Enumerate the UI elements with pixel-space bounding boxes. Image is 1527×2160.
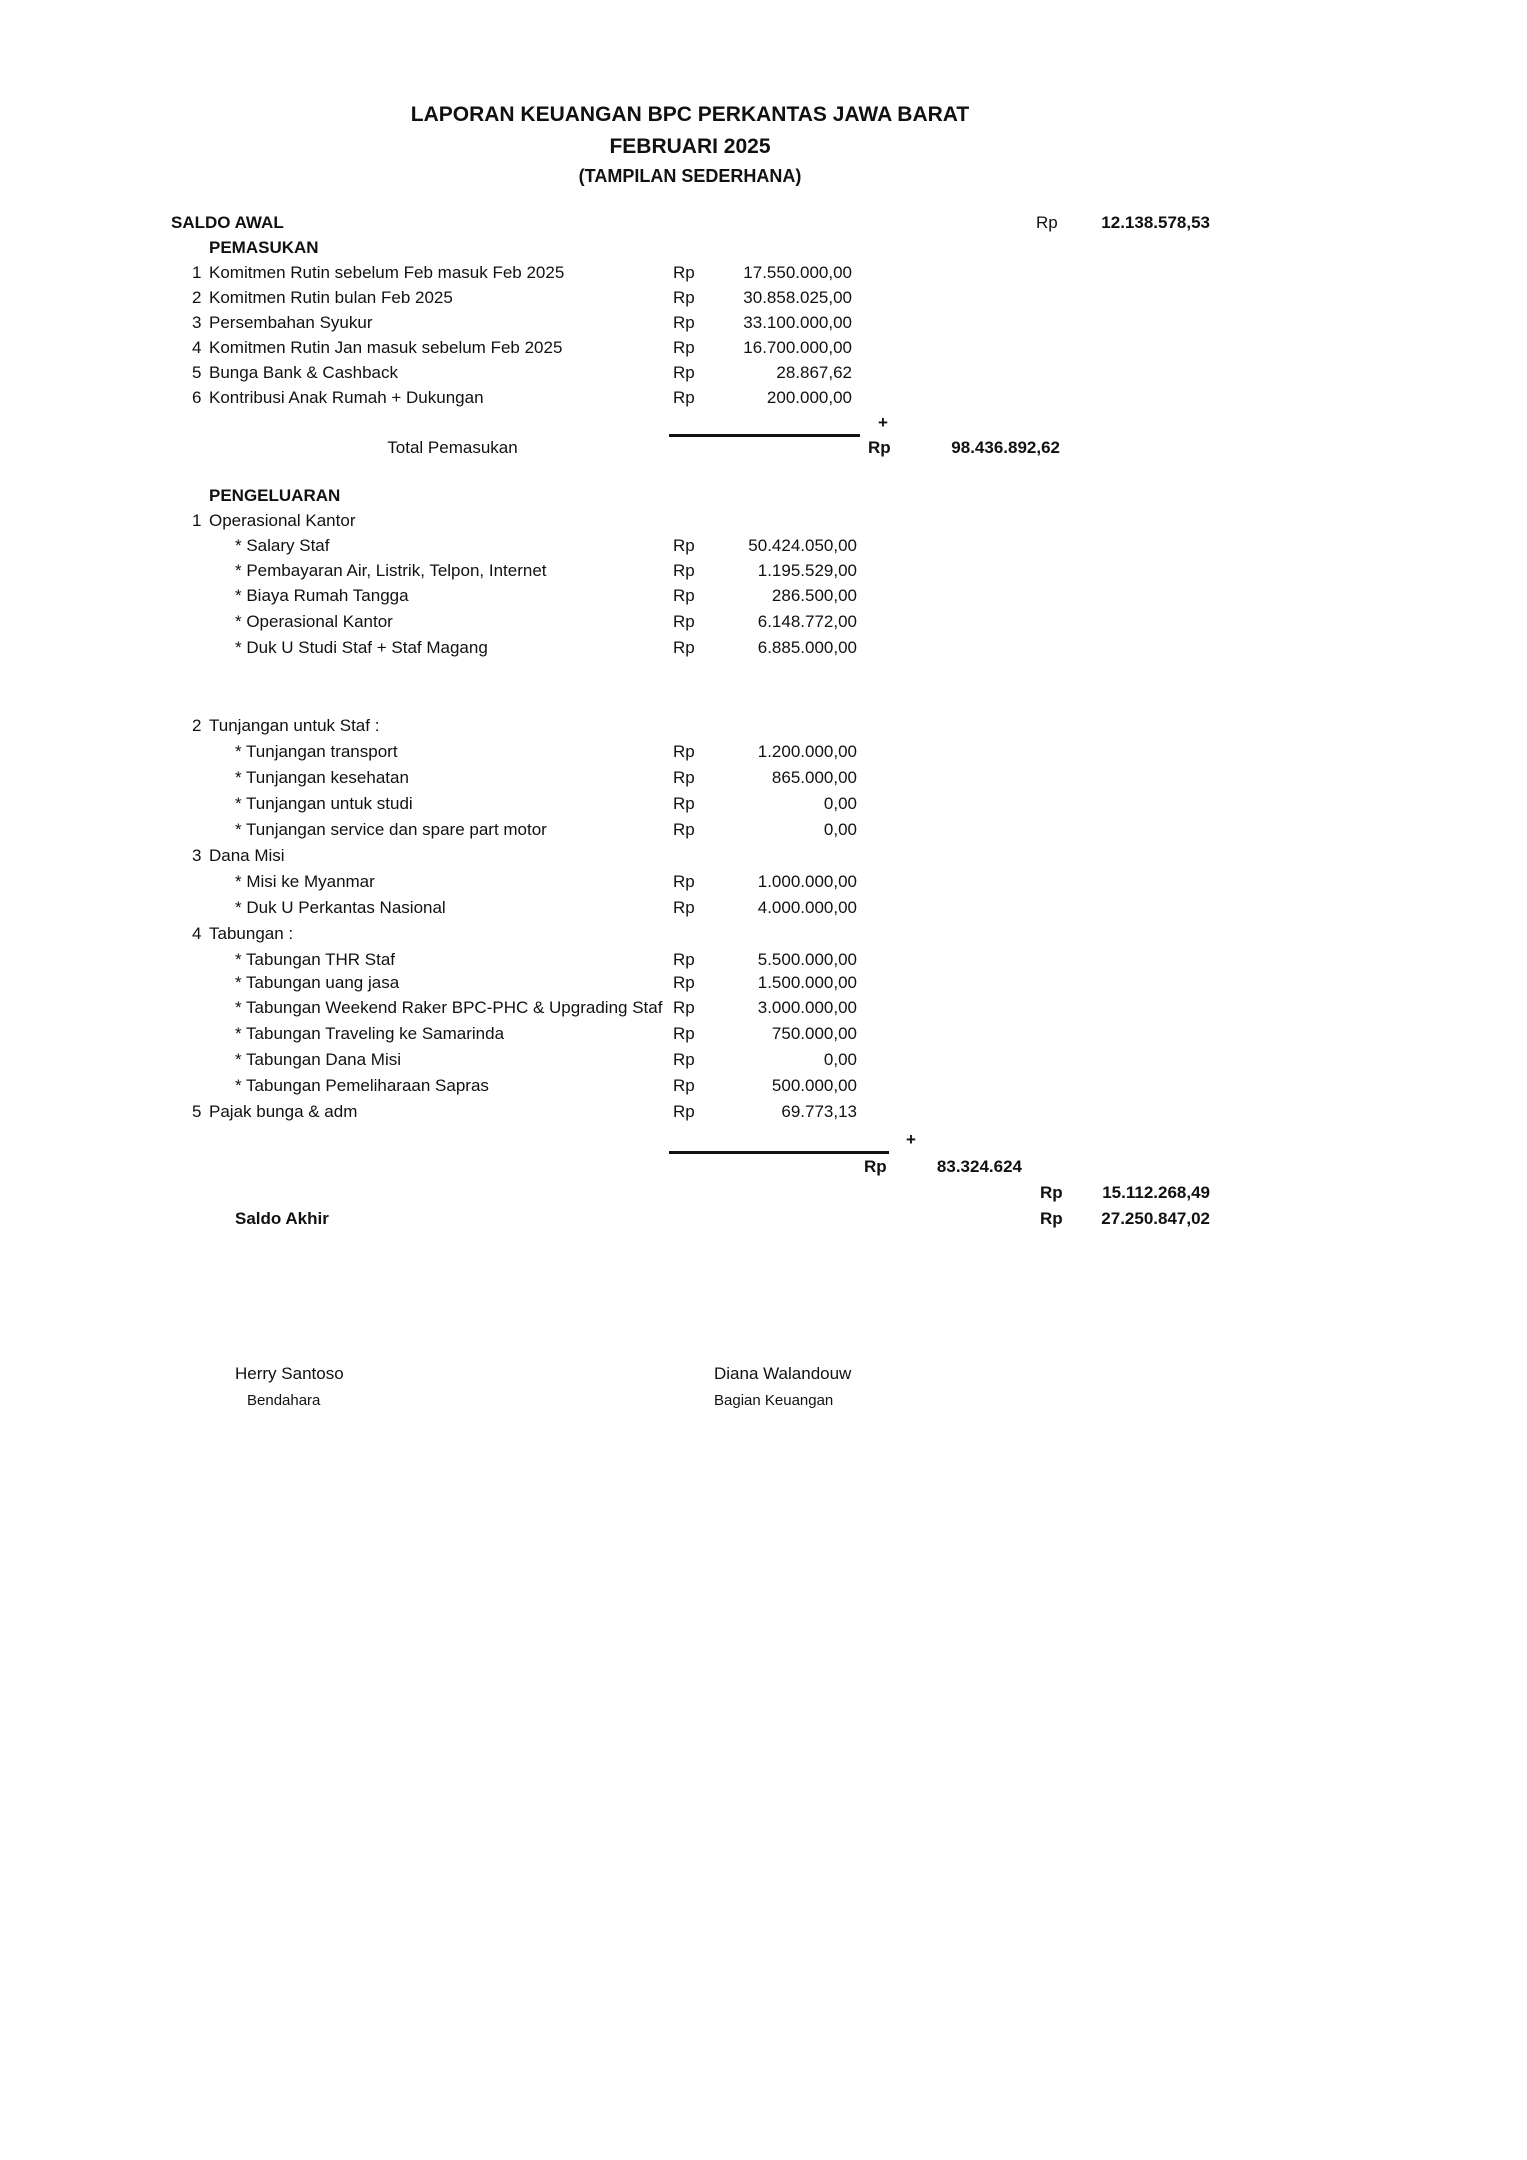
item-label: Komitmen Rutin bulan Feb 2025 <box>209 288 453 307</box>
item-currency: Rp <box>673 950 695 969</box>
item-label: * Tabungan Traveling ke Samarinda <box>235 1024 505 1043</box>
plus-sign: + <box>878 413 888 432</box>
pemasukan-heading: PEMASUKAN <box>209 238 319 257</box>
item-amount: 4.000.000,00 <box>757 898 857 917</box>
item-amount: 30.858.025,00 <box>743 288 852 307</box>
saldo-akhir-label: Saldo Akhir <box>235 1209 329 1228</box>
total-pengeluaran-amount: 83.324.624 <box>936 1157 1022 1176</box>
item-label: * Misi ke Myanmar <box>235 872 375 891</box>
item-number: 2 <box>192 288 202 307</box>
item-currency: Rp <box>673 794 695 813</box>
saldo-awal-currency: Rp <box>1036 213 1058 232</box>
pengeluaran-heading: PENGELUARAN <box>209 486 341 505</box>
group-label: Pajak bunga & adm <box>209 1102 358 1121</box>
item-currency: Rp <box>673 288 695 307</box>
group-label: Tunjangan untuk Staf : <box>209 716 380 735</box>
item-label: Komitmen Rutin Jan masuk sebelum Feb 2025 <box>209 338 563 357</box>
plus-sign: + <box>906 1130 916 1149</box>
item-label: Komitmen Rutin sebelum Feb masuk Feb 2025 <box>209 263 565 282</box>
group-number: 5 <box>192 1102 202 1121</box>
group-number: 4 <box>192 924 202 943</box>
report-subtitle: (TAMPILAN SEDERHANA) <box>578 166 802 186</box>
group-number: 3 <box>192 846 202 865</box>
item-amount: 69.773,13 <box>781 1102 857 1121</box>
item-label: * Tunjangan service dan spare part motor <box>235 820 547 839</box>
report-period: FEBRUARI 2025 <box>609 135 771 158</box>
item-currency: Rp <box>673 263 695 282</box>
item-amount: 50.424.050,00 <box>748 536 857 555</box>
total-pemasukan-label: Total Pemasukan <box>387 438 518 457</box>
sum-underline <box>669 1151 889 1154</box>
group-label: Operasional Kantor <box>209 511 356 530</box>
item-label: * Biaya Rumah Tangga <box>235 586 409 605</box>
item-amount: 1.000.000,00 <box>757 872 857 891</box>
item-number: 5 <box>192 363 202 382</box>
item-currency: Rp <box>673 1102 695 1121</box>
item-currency: Rp <box>673 363 695 382</box>
item-amount: 5.500.000,00 <box>757 950 857 969</box>
item-currency: Rp <box>673 898 695 917</box>
item-amount: 0,00 <box>823 794 857 813</box>
group-number: 1 <box>192 511 202 530</box>
item-label: Persembahan Syukur <box>209 313 373 332</box>
item-number: 4 <box>192 338 202 357</box>
item-label: * Tabungan THR Staf <box>235 950 396 969</box>
item-label: * Tunjangan kesehatan <box>235 768 409 787</box>
selisih-amount: 15.112.268,49 <box>1102 1183 1210 1202</box>
group-number: 2 <box>192 716 202 735</box>
item-amount: 0,00 <box>823 1050 857 1069</box>
item-currency: Rp <box>673 872 695 891</box>
saldo-awal-amount: 12.138.578,53 <box>1101 213 1210 232</box>
group-label: Tabungan : <box>209 924 294 943</box>
item-amount: 1.500.000,00 <box>757 973 857 992</box>
saldo-awal-label: SALDO AWAL <box>171 213 284 232</box>
item-currency: Rp <box>673 313 695 332</box>
item-number: 6 <box>192 388 202 407</box>
item-amount: 6.885.000,00 <box>757 638 857 657</box>
item-amount: 865.000,00 <box>771 768 857 787</box>
item-label: Bunga Bank & Cashback <box>209 363 399 382</box>
item-amount: 16.700.000,00 <box>743 338 852 357</box>
item-amount: 3.000.000,00 <box>757 998 857 1017</box>
item-amount: 200.000,00 <box>766 388 852 407</box>
item-label: * Tabungan Weekend Raker BPC-PHC & Upgrading Staf <box>235 998 663 1017</box>
report-title: LAPORAN KEUANGAN BPC PERKANTAS JAWA BARAT <box>410 103 970 126</box>
item-amount: 17.550.000,00 <box>743 263 852 282</box>
item-currency: Rp <box>673 820 695 839</box>
item-label: * Tabungan Dana Misi <box>235 1050 402 1069</box>
item-label: * Duk U Perkantas Nasional <box>235 898 446 917</box>
item-amount: 33.100.000,00 <box>743 313 852 332</box>
item-number: 3 <box>192 313 202 332</box>
item-currency: Rp <box>673 561 695 580</box>
signatory-role: Bagian Keuangan <box>714 1392 834 1409</box>
item-currency: Rp <box>673 338 695 357</box>
item-amount: 1.195.529,00 <box>757 561 857 580</box>
item-currency: Rp <box>673 973 695 992</box>
sum-underline <box>669 434 860 437</box>
total-pemasukan-currency: Rp <box>868 438 891 457</box>
item-currency: Rp <box>673 612 695 631</box>
item-currency: Rp <box>673 768 695 787</box>
group-label: Dana Misi <box>209 846 285 865</box>
total-pengeluaran-currency: Rp <box>864 1157 887 1176</box>
total-pemasukan-amount: 98.436.892,62 <box>951 438 1060 457</box>
item-label: * Pembayaran Air, Listrik, Telpon, Internet <box>235 561 547 580</box>
item-label: * Operasional Kantor <box>235 612 393 631</box>
saldo-akhir-amount: 27.250.847,02 <box>1101 1209 1210 1228</box>
item-label: * Salary Staf <box>235 536 330 555</box>
item-currency: Rp <box>673 388 695 407</box>
item-label: * Tabungan uang jasa <box>235 973 400 992</box>
item-currency: Rp <box>673 586 695 605</box>
item-amount: 1.200.000,00 <box>757 742 857 761</box>
item-label: * Tunjangan untuk studi <box>235 794 413 813</box>
item-currency: Rp <box>673 742 695 761</box>
item-currency: Rp <box>673 638 695 657</box>
item-currency: Rp <box>673 1050 695 1069</box>
item-amount: 750.000,00 <box>771 1024 857 1043</box>
signatory-role: Bendahara <box>247 1392 321 1409</box>
item-label: * Tabungan Pemeliharaan Sapras <box>235 1076 489 1095</box>
item-number: 1 <box>192 263 202 282</box>
item-amount: 500.000,00 <box>771 1076 857 1095</box>
item-amount: 0,00 <box>823 820 857 839</box>
item-label: * Tunjangan transport <box>235 742 398 761</box>
item-currency: Rp <box>673 998 695 1017</box>
item-currency: Rp <box>673 536 695 555</box>
signatory-name: Diana Walandouw <box>714 1364 852 1383</box>
saldo-akhir-currency: Rp <box>1040 1209 1063 1228</box>
selisih-currency: Rp <box>1040 1183 1063 1202</box>
item-currency: Rp <box>673 1076 695 1095</box>
item-amount: 28.867,62 <box>776 363 852 382</box>
item-amount: 286.500,00 <box>771 586 857 605</box>
item-currency: Rp <box>673 1024 695 1043</box>
signatory-name: Herry Santoso <box>235 1364 344 1383</box>
item-label: * Duk U Studi Staf + Staf Magang <box>235 638 488 657</box>
item-label: Kontribusi Anak Rumah + Dukungan <box>209 388 484 407</box>
item-amount: 6.148.772,00 <box>757 612 857 631</box>
